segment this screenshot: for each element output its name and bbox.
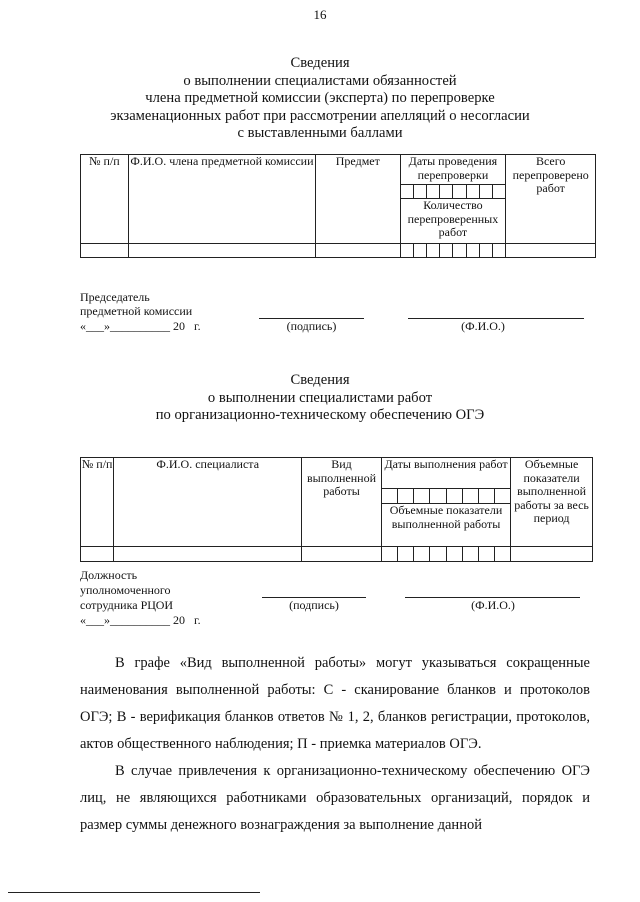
header-dates: Даты проведения перепроверки xyxy=(400,155,506,185)
paragraph-text: В случае привлечения к организационно-техническому обеспечению ОГЭ лиц, не являющихся работниками образовательных организаций, порядок и размер суммы денежного вознаграждения за выполнение данной xyxy=(80,763,590,833)
section1-table xyxy=(80,154,596,258)
header-total: Всего перепроверено работ xyxy=(506,155,596,244)
section2-date-line: «___»__________ 20 г. xyxy=(80,613,201,627)
header-subject: Предмет xyxy=(316,155,400,244)
section2-role-line2: уполномоченного xyxy=(80,583,171,597)
section1-fio-label: (Ф.И.О.) xyxy=(461,319,505,333)
section1-sign-label: (подпись) xyxy=(286,319,337,333)
section2-role-line3: сотрудника РЦОИ xyxy=(80,598,174,612)
section2-table xyxy=(80,457,593,562)
section2-sign-label: (подпись) xyxy=(289,598,339,612)
paragraph xyxy=(80,758,590,839)
paragraph-text: В графе «Вид выполненной работы» могут указываться сокращенные наименования выполненной работы: С - сканирование бланков и протоколов ОГЭ; В - верификация бланков ответов № 1, 2, бланков регистрации, протоколов, актов общественного наблюдения; П - приемка материалов ОГЭ. xyxy=(80,655,590,752)
header-volume: Объемные показатели выполненной работы xyxy=(381,504,510,547)
header-number: № п/п xyxy=(81,155,129,244)
section1-title xyxy=(0,55,640,143)
section1-title-line: с выставленными баллами xyxy=(237,125,403,141)
section1-title-line: Сведения xyxy=(290,55,350,71)
header-dates: Даты выполнения работ xyxy=(381,458,510,489)
section2-title-line: о выполнении специалистами работ xyxy=(207,389,433,406)
section2-title-line: по организационно-техническому обеспечению ОГЭ xyxy=(155,407,485,423)
section1-title-line: члена предметной комиссии (эксперта) по перепроверке xyxy=(145,90,495,106)
section1-role-line2: предметной комиссии xyxy=(80,304,193,318)
table-row xyxy=(81,244,596,258)
table-row xyxy=(81,547,593,562)
section2-role-line1: Должность xyxy=(80,568,138,582)
section1-title-line: экзаменационных работ при рассмотрении апелляций о несогласии xyxy=(110,107,530,124)
section1-title-line: о выполнении специалистами обязанностей xyxy=(183,72,457,89)
header-count: Количество перепроверенных работ xyxy=(400,199,506,244)
section1-date-line: «___»__________ 20 г. xyxy=(80,319,201,333)
section2-fio-label: (Ф.И.О.) xyxy=(471,598,515,612)
header-total-volume: Объемные показатели выполненной работы за весь период xyxy=(511,458,593,547)
footnote-separator xyxy=(8,892,260,893)
header-fio: Ф.И.О. члена предметной комиссии xyxy=(128,155,315,244)
section2-title xyxy=(0,372,640,425)
section1-role-line1: Председатель xyxy=(80,290,150,304)
header-number: № п/п xyxy=(81,458,114,547)
header-fio: Ф.И.О. специалиста xyxy=(114,458,302,547)
page-number: 16 xyxy=(313,7,327,22)
header-work-type: Вид выполненной работы xyxy=(302,458,382,547)
section2-title-line: Сведения xyxy=(290,372,350,388)
paragraph xyxy=(80,650,590,758)
